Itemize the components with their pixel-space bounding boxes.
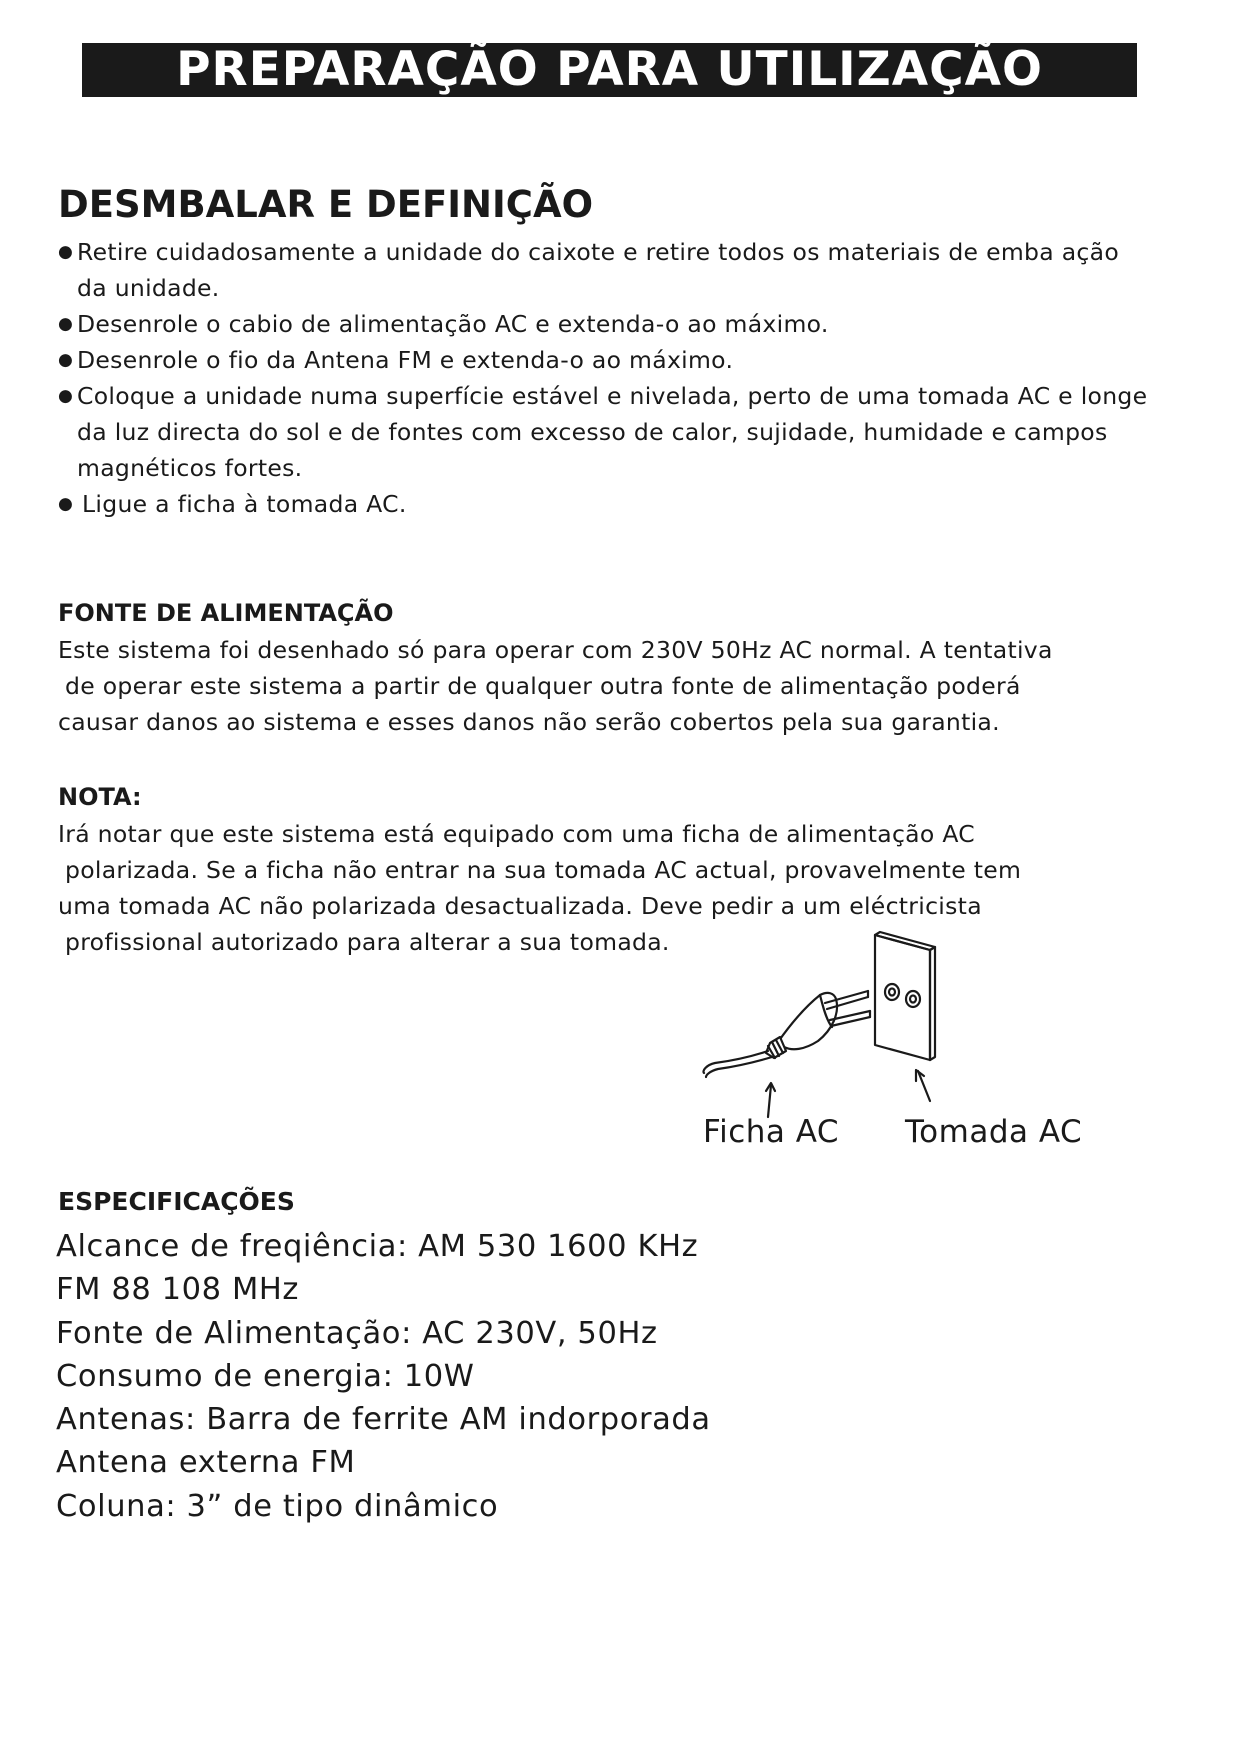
list-item-text: Desenrole o cabio de alimentação AC e extenda-o ao máximo. xyxy=(77,310,829,338)
arrow-icon xyxy=(916,1070,930,1101)
spec-line: Consumo de energia: 10W xyxy=(56,1358,475,1394)
list-item-text: Desenrole o fio da Antena FM e extenda-o ao máximo. xyxy=(77,346,734,374)
note-heading: NOTA: xyxy=(58,783,142,811)
list-item xyxy=(58,378,1148,486)
bullet-icon: ● xyxy=(58,386,74,406)
list-item-text: Coloque a unidade numa superfície estável e nivelada, perto de uma tomada AC e longe da luz directa do sol e de fontes com excesso de calor, sujidade, humidade e campos magnéticos fortes. xyxy=(77,382,1148,482)
spec-line: Antena externa FM xyxy=(56,1445,356,1481)
spec-line: Coluna: 3” de tipo dinâmico xyxy=(56,1488,499,1524)
note-line: profissional autorizado para alterar a sua tomada. xyxy=(65,928,670,956)
note-line: polarizada. Se a ficha não entrar na sua tomada AC actual, provavelmente tem xyxy=(65,856,1022,884)
spec-line: Fonte de Alimentação: AC 230V, 50Hz xyxy=(56,1315,658,1351)
ac-socket-label: Tomada AC xyxy=(905,1114,1083,1150)
note-line: Irá notar que este sistema está equipado com uma ficha de alimentação AC xyxy=(58,820,975,848)
power-line: Este sistema foi desenhado só para operar com 230V 50Hz AC normal. A tentativa xyxy=(58,636,1053,664)
page-title: PREPARAÇÃO PARA UTILIZAÇÃO xyxy=(176,42,1043,97)
power-heading: FONTE DE ALIMENTAÇÃO xyxy=(58,599,394,627)
spec-line: FM 88 108 MHz xyxy=(56,1272,300,1308)
specs-heading: ESPECIFICAÇÕES xyxy=(58,1187,295,1216)
list-item-text: Ligue a ficha à tomada AC. xyxy=(82,490,407,518)
power-line: de operar este sistema a partir de qualquer outra fonte de alimentação poderá xyxy=(65,672,1021,700)
wall-socket-icon xyxy=(875,932,935,1060)
list-item xyxy=(58,306,1148,342)
unpack-list xyxy=(58,234,1148,522)
ac-plug-icon xyxy=(703,991,870,1077)
list-item xyxy=(58,486,1148,522)
list-item xyxy=(58,342,1148,378)
power-line: causar danos ao sistema e esses danos não serão cobertos pela sua garantia. xyxy=(58,708,1000,736)
bullet-icon: ● xyxy=(58,494,74,514)
list-item xyxy=(58,234,1148,306)
bullet-icon: ● xyxy=(58,314,74,334)
ac-plug-label: Ficha AC xyxy=(703,1114,840,1150)
spec-line: Antenas: Barra de ferrite AM indorporada xyxy=(56,1402,711,1438)
power-paragraph xyxy=(58,632,1158,740)
note-line: uma tomada AC não polarizada desactualizada. Deve pedir a um eléctricista xyxy=(58,892,982,920)
unpack-heading: DESMBALAR E DEFINIÇÃO xyxy=(58,183,594,226)
page-title-banner xyxy=(82,43,1137,97)
specs-list xyxy=(56,1225,711,1528)
bullet-icon: ● xyxy=(58,350,74,370)
list-item-text: Retire cuidadosamente a unidade do caixote e retire todos os materiais de emba ação da unidade. xyxy=(77,238,1120,302)
bullet-icon: ● xyxy=(58,242,74,262)
spec-line: Alcance de freqiência: AM 530 1600 KHz xyxy=(56,1229,699,1264)
